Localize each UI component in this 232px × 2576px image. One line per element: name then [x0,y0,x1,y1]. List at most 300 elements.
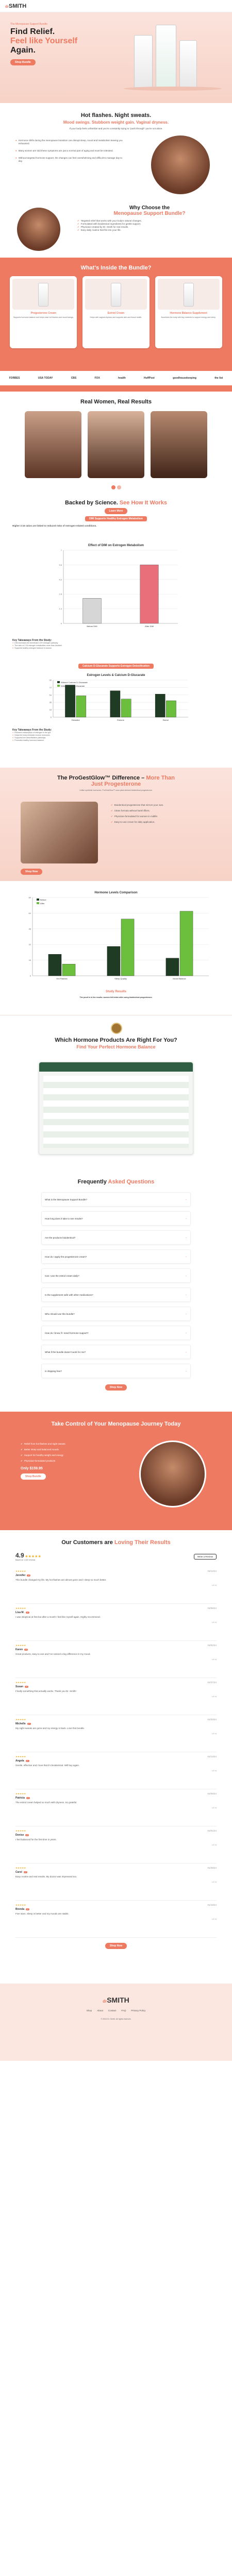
chevron-down-icon: ⌄ [185,1369,187,1372]
thumbs-up-icon[interactable]: 👍︎ [211,1658,214,1660]
verified-badge-icon: ✔ [26,1834,28,1836]
bar [166,701,176,717]
verified-badge-icon: ✔ [28,1723,30,1725]
review-item [15,1641,217,1678]
intro-bullet-text: Hormone shifts during the menopause transition can disrupt sleep, mood and metabolism leaving you exhausted. [18,139,123,145]
take-control-bullet [21,1443,119,1446]
reviewer-name: Jennifer [15,1574,26,1577]
y-tick-label: 2.8 [59,592,62,596]
bar [107,946,120,976]
bundle-card-desc: Helps with vaginal dryness and supports skin and tissue health. [90,316,142,318]
thumbs-down-icon[interactable]: 👎︎ [214,1880,217,1883]
reviews-shop-button[interactable]: Shop Now [105,1943,127,1949]
bundle-card[interactable] [10,276,77,348]
takeaway-item: ● Supports healthy estrogen balance in women. [12,647,53,649]
verified-badge-icon: ✔ [26,1686,27,1688]
rating-value: 4.9 [15,1552,24,1559]
intro-subtitle: Mood swings. Stubborn weight gain. Vaginal dryness. [63,120,169,125]
progest-bullet-text: Easy-to-use cream for daily application. [114,821,155,823]
reviewer-name: Angela [15,1759,24,1762]
footer [0,1984,232,2061]
thumbs-down-icon[interactable]: 👎︎ [214,1806,217,1809]
carousel-dots[interactable] [0,485,232,489]
progest-section [0,768,232,881]
bar [110,691,120,717]
bar [180,911,193,976]
footer-link[interactable]: Shop [86,2009,92,2012]
faq-item[interactable] [41,1287,191,1302]
press-logos [0,371,232,385]
takeaway-text: Promotes healthy hormone balance. [14,739,44,741]
review-item [15,1604,217,1641]
x-tick-label: Mood Balance [173,977,186,980]
y-tick-label: 36 [49,701,52,704]
review-text: This bundle changed my life. My hot flashes are almost gone and I sleep so much better. [15,1579,107,1581]
thumbs-up-icon[interactable]: 👍︎ [211,1806,214,1809]
study-chart-section [0,881,232,1015]
review-date: 02/20/24 [207,1718,217,1721]
y-tick-label: 0 [60,622,62,625]
review-date: 01/18/24 [207,1904,217,1906]
takeaways-title: Key Takeaways From the Study: [12,639,52,642]
review-item [15,1715,217,1752]
bar [121,919,134,976]
faq-question: What if the bundle doesn't work for me? [45,1350,86,1353]
bundle-card[interactable] [82,276,150,348]
inside-bundle-section [0,258,232,392]
review-text: Five stars. Sleep is better and my moods are stable. [15,1912,69,1915]
thumbs-down-icon[interactable]: 👎︎ [214,1621,217,1623]
inside-title: What's Inside the Bundle? [80,265,152,271]
takeaway-item: ● Reduces reabsorption of estrogen in the gut. [12,732,52,734]
which-subtitle: Find Your Perfect Hormone Balance [76,1044,156,1049]
review-stars-icon: ★★★★★ [15,1681,26,1684]
review-item [15,1567,217,1604]
check-icon: ✔ [111,815,113,818]
verified-badge-icon: ✔ [24,1871,26,1873]
legend-label: Before [40,899,46,901]
seal-icon [111,1023,122,1034]
progest-paragraph: Unlike synthetic hormones, ProGestGlow™ uses plant-derived bioidentical progesterone. [79,789,153,791]
faq-question: Can I use the estriol cream daily? [45,1274,79,1277]
footer-link[interactable]: Contact [108,2009,117,2012]
legend-swatch [37,899,39,901]
calcium-chart [39,671,193,726]
legend-swatch [37,902,39,904]
review-date: 01/25/24 [207,1867,217,1869]
review-stars-icon: ★★★★★ [15,1644,26,1647]
thumbs-up-icon[interactable]: 👍︎ [211,1621,214,1623]
progest-bullet [111,809,214,812]
reviewer-name: Susan [15,1685,24,1688]
review-text: The estriol cream helped so much with dryness. So grateful. [15,1801,77,1804]
thumbs-up-icon[interactable]: 👍︎ [211,1584,214,1586]
faq-question: Who should use this bundle? [45,1312,75,1315]
review-stars-icon: ★★★★★ [15,1792,26,1795]
review-text: Great products, easy to use and I've noticed a big difference in my mood. [15,1653,91,1655]
press-logo: FORBES [9,377,20,380]
review-item [15,1789,217,1826]
reviewer-name: Denise [15,1834,24,1837]
review-date: 02/01/24 [207,1829,217,1832]
bar [76,696,86,717]
hero-cta-button[interactable]: Shop Bundle [10,59,36,65]
y-tick-label: 5.6 [59,563,62,566]
which-products-section [0,1015,232,1170]
takeaway-item: ● Helps the body eliminate excess hormones. [12,734,51,736]
review-stars-icon: ★★★★★ [15,1867,26,1869]
reviewer-name: Michelle [15,1722,26,1725]
takeaway-text: The ratio of 2:16 estrogen metabolites more than doubled. [14,645,62,647]
review-stars-icon: ★★★★★ [15,1607,26,1609]
review-date: 02/27/24 [207,1681,217,1684]
hero-line3: Again. [10,46,36,55]
why-title: Why Choose the Menopause Support Bundle? [113,205,186,216]
logo-pre: dr [5,5,9,9]
x-tick-label: Estradiol [71,719,80,721]
calcium-takeaways [0,726,232,768]
take-control-bullet-text: Better sleep and balanced moods [24,1448,59,1451]
chevron-down-icon: ⌄ [185,1236,187,1239]
y-tick-label: 72 [49,686,52,689]
intro-bullet: ● Hormone shifts during the menopause transition can disrupt sleep, mood and metabolism leaving you exhausted. [15,139,124,145]
faq-item[interactable] [41,1211,191,1226]
takeaway-item: ● DIM increases the beneficial 2-OH estrogen pathway. [12,642,58,644]
faq-item[interactable] [41,1249,191,1264]
y-tick-label: 0 [29,974,31,977]
review-text: Gentle, effective and I love that it's bioidentical. Will buy again. [15,1764,80,1767]
faq-title: Frequently Asked Questions [77,1179,155,1185]
review-date: 03/12/24 [207,1570,217,1572]
intro-bullet: ● Many women are told these symptoms are just a normal part of aging and must be tolerated. [15,149,113,152]
bundle-card-desc: Supports hormone balance and helps ease hot flashes and mood swings. [13,316,74,318]
review-date: 02/14/24 [207,1755,217,1758]
progest-bullet [111,804,214,807]
learn-more-button[interactable]: Learn More [105,508,128,514]
check-icon: ✔ [111,821,113,823]
y-tick-label: 32 [28,943,31,946]
thumbs-up-icon[interactable]: 👍︎ [211,1732,214,1735]
press-logo: HuffPost [144,377,155,380]
logo-text: SMITH [9,3,27,9]
y-tick-label: 16 [28,959,31,962]
write-review-button[interactable]: Write a Review [194,1554,217,1560]
thumbs-up-icon[interactable]: 👍︎ [211,1918,214,1920]
bundle-card-desc: Nourishes the body with key nutrients to support energy and sleep. [161,316,216,318]
legend-label: With Calcium D-Glucarate [61,685,85,687]
intro-paragraph: If your body feels unfamiliar and you're constantly trying to "push through" you're not alone. [69,127,163,130]
testimonial-photo[interactable] [151,411,207,478]
intro-title: Hot flashes. Night sweats. [80,112,152,118]
hero [0,12,232,103]
testimonial-photo[interactable] [88,411,144,478]
verified-badge-icon: ✔ [26,1760,28,1762]
take-control-bullet [21,1448,119,1451]
testimonial-photo[interactable] [25,411,81,478]
chevron-down-icon: ⌄ [185,1255,187,1258]
bundle-card-name: Estriol Cream [107,312,125,315]
x-tick-label: Hot Flashes [56,977,68,980]
chevron-down-icon: ⌄ [185,1350,187,1353]
take-control-cta-button[interactable]: Shop Bundle [21,1473,46,1480]
take-control-bullet-text: Support for healthy weight and energy [24,1454,63,1456]
thumbs-up-icon[interactable]: 👍︎ [211,1769,214,1772]
footer-link[interactable]: FAQ [121,2009,126,2012]
review-text: I feel balanced for the first time in years. [15,1838,57,1841]
product-bundle-image [124,20,222,97]
take-control-bullet-text: Physician-formulated products [24,1460,56,1462]
science-section [0,500,232,726]
legend-label: After [40,902,45,905]
footer-logo[interactable] [0,1996,232,2004]
footer-copyright: © 2024 Dr. Smith. All rights reserved. [101,2018,131,2020]
woman-photo [15,206,62,252]
press-logo: CBS [71,377,77,380]
chart-title: Effect of DIM on Estrogen Metabolism [88,544,144,547]
x-tick-label: Sleep Quality [114,977,127,980]
faq-item[interactable] [41,1307,191,1321]
dim-subtitle: DIM Supports Healthy Estrogen Metabolism [85,516,147,521]
verified-badge-icon: ✔ [25,1649,27,1651]
review-date: 02/09/24 [207,1792,217,1795]
x-tick-label: Estrone [117,719,124,721]
thumbs-down-icon[interactable]: 👎︎ [214,1732,217,1735]
thumbs-down-icon[interactable]: 👎︎ [214,1843,217,1846]
take-control-bullet-text: Relief from hot flashes and night sweats [24,1443,65,1445]
x-tick-label: Estriol [162,719,169,721]
review-stars-icon: ★★★★★ [15,1755,26,1758]
footer-link[interactable]: Privacy Policy [131,2009,146,2012]
bar [140,565,159,623]
legend-label: Without Calcium D-Glucarate [61,681,88,684]
faq-question: Is shipping free? [45,1369,62,1372]
takeaway-text: Supports healthy estrogen balance in women. [14,647,53,649]
study-label: Study Results [105,990,126,993]
reviewer-name: Patricia [15,1797,25,1800]
intro-bullet: ● Without targeted hormone support, the changes can feel overwhelming and difficult to manage day to day. [15,157,124,163]
review-date: 03/08/24 [207,1607,217,1609]
reviews-title: Our Customers are Loving Their Results [61,1539,171,1546]
takeaway-text: Helps the body eliminate excess hormones. [14,734,51,736]
bar [166,958,179,976]
intro-bullet-text: Without targeted hormone support, the changes can feel overwhelming and difficult to manage day to day. [18,157,123,162]
science-title: Backed by Science. See How It Works [65,500,167,506]
chart-title: Estrogen Levels & Calcium D-Glucarate [87,674,145,677]
legend-swatch [57,685,60,687]
press-logo: the list [214,377,223,380]
bar [155,694,165,717]
progest-bullet-text: Bioidentical progesterone that mirrors your own. [114,804,164,806]
faq-section [0,1170,232,1412]
faq-item[interactable] [41,1364,191,1378]
progest-bullet [111,821,214,824]
bar [83,598,102,623]
takeaway-item: ● Promotes healthy hormone balance. [12,739,44,741]
footer-logo-text: SMITH [107,1996,129,2004]
y-tick-label: 18 [49,708,52,711]
y-tick-label: 0 [50,716,52,719]
hero-line2: Feel like Yourself [10,37,78,45]
rating-stars-icon: ★★★★★ [25,1555,41,1558]
review-item [15,1901,217,1938]
press-logo: health [118,377,126,380]
take-control-bullet [21,1454,119,1457]
reviewer-name: Brenda [15,1908,25,1911]
check-icon: ✔ [111,809,113,812]
reviewer-name: Karen [15,1648,23,1651]
check-icon: ✔ [77,226,79,228]
calcium-title: Calcium D-Glucarate Supports Estrogen Detoxification [78,664,154,669]
y-tick-label: 64 [28,911,31,914]
check-icon: ✔ [111,804,113,806]
review-text: Easy routine and real results. My doctor was impressed too. [15,1875,77,1878]
thumbs-down-icon[interactable]: 👎︎ [214,1918,217,1920]
dim-chart [49,541,183,634]
woman-photo [139,1440,206,1507]
progest-shop-button[interactable]: Shop Now [21,869,42,875]
chart-title: Hormone Levels Comparison [94,891,138,894]
real-women-section [0,392,232,500]
review-stars-icon: ★★★★★ [15,1904,26,1906]
faq-shop-button[interactable]: Shop Now [105,1384,127,1391]
take-control-title: Take Control of Your Menopause Journey Today [51,1421,181,1427]
progest-bullet-text: Clean formula without harsh fillers. [114,809,150,812]
thumbs-down-icon[interactable]: 👎︎ [214,1695,217,1698]
check-icon: ✔ [77,229,79,231]
logo[interactable] [5,3,26,9]
legend-swatch [57,681,60,683]
bar [62,964,75,976]
verified-badge-icon: ✔ [27,1908,29,1910]
faq-question: What is the Menopause Support Bundle? [45,1198,88,1201]
thumbs-down-icon[interactable]: 👎︎ [214,1658,217,1660]
faq-item[interactable] [41,1345,191,1359]
progest-bullet [111,815,214,818]
faq-question: How do I know if I need hormone support? [45,1331,89,1334]
chevron-down-icon: ⌄ [185,1293,187,1296]
thumbs-up-icon[interactable]: 👍︎ [211,1695,214,1698]
bundle-card-name: Progesterone Cream [30,312,56,315]
study-note: The proof is in the results: women felt better after using bioidentical progesterone. [79,996,153,998]
study-chart [18,888,214,986]
y-tick-label: 54 [49,693,52,697]
review-stars-icon: ★★★★★ [15,1718,26,1721]
rating-count: Based on 1,322 reviews [15,1559,36,1561]
why-item-text: Easy daily routine that fits into your life. [80,229,121,231]
dim-paragraph: Higher 2:16 ratios are linked to reduced risks of estrogen-related conditions. [12,524,97,527]
review-item [15,1826,217,1863]
why-item-text: Targeted relief that works with your body's natural changes. [80,219,142,222]
faq-item[interactable] [41,1268,191,1283]
takeaway-item: ● Supports liver detoxification pathways. [12,737,46,739]
intro-section [0,103,232,258]
chevron-down-icon: ⌄ [185,1217,187,1219]
woman-photo [150,134,211,196]
review-text: I was skeptical at first but after a month I feel like myself again. Highly recommend. [15,1616,101,1618]
review-text: Finally something that actually works. Thank you Dr. Smith! [15,1690,76,1692]
x-tick-label: After DIM [145,625,154,628]
review-text: My night sweats are gone and my energy is back. Love this bundle. [15,1727,85,1730]
review-item [15,1678,217,1715]
thumbs-down-icon[interactable]: 👎︎ [214,1769,217,1772]
why-item [77,229,222,232]
takeaways-title: Key Takeaways From the Study: [12,728,52,732]
faq-question: How long does it take to see results? [45,1217,83,1220]
press-logo: USA TODAY [38,377,53,380]
progest-photo [21,802,98,863]
footer-link[interactable]: About [97,2009,103,2012]
bundle-price: Only $159.95 [21,1467,43,1470]
check-icon: ✔ [21,1460,23,1462]
reviews-section [0,1530,232,1984]
bundle-card-name: Hormone Balance Supplement [170,312,207,315]
chevron-down-icon: ⌄ [185,1198,187,1200]
faq-item[interactable] [41,1230,191,1245]
take-control-section [0,1412,232,1530]
why-item-text: Physician-created by Dr. Smith for real results. [80,226,129,228]
takeaway-item: ● The ratio of 2:16 estrogen metabolites more than doubled. [12,645,62,647]
why-item-text: Formulated with bioidentical ingredients for gentle support. [80,223,141,225]
verified-badge-icon: ✔ [27,1797,29,1799]
check-icon: ✔ [21,1443,23,1445]
hero-eyebrow: The Menopause Support Bundle [10,23,47,26]
y-tick-label: 1.4 [59,607,62,611]
bundle-card[interactable] [155,276,222,348]
y-tick-label: 4.2 [59,578,62,581]
which-title: Which Hormone Products Are Right For You? [55,1037,177,1043]
y-tick-label: 48 [28,927,31,930]
verified-badge-icon: ✔ [26,1612,28,1614]
reviewer-name: Carol [15,1871,22,1874]
hero-line1: Find Relief. [10,27,55,36]
review-date: 03/02/24 [207,1644,217,1647]
takeaway-text: Supports liver detoxification pathways. [14,737,46,739]
review-item [15,1752,217,1789]
chevron-down-icon: ⌄ [185,1312,187,1315]
thumbs-up-icon[interactable]: 👍︎ [211,1880,214,1883]
bar [48,954,61,976]
press-logo: FOX [94,377,100,380]
footer-logo-pre: dr [103,1999,107,2004]
y-tick-label: 80 [28,896,31,899]
y-tick-label: 7 [60,549,62,552]
chevron-down-icon: ⌄ [185,1274,187,1277]
faq-question: Is the supplement safe with other medications? [45,1293,93,1296]
intro-bullet-text: Many women are told these symptoms are just a normal part of aging and must be tolerated. [18,149,113,152]
faq-question: How do I apply the progesterone cream? [45,1255,87,1258]
progest-bullet-text: Physician-formulated for women in midlife. [114,815,158,818]
chevron-down-icon: ⌄ [185,1331,187,1334]
review-item [15,1863,217,1901]
y-tick-label: 90 [49,679,52,682]
real-women-title: Real Women, Real Results [80,399,152,405]
review-stars-icon: ★★★★★ [15,1829,26,1832]
top-nav [0,0,232,12]
take-control-bullet [21,1460,119,1463]
takeaway-text: Reduces reabsorption of estrogen in the gut. [14,732,52,734]
takeaway-text: DIM increases the beneficial 2-OH estrogen pathway. [14,642,58,644]
check-icon: ✔ [21,1448,23,1451]
progest-title: The ProGestGlow™ Difference – More Than Just Progesterone [57,775,175,787]
check-icon: ✔ [77,219,79,222]
faq-item[interactable] [41,1192,191,1207]
thumbs-down-icon[interactable]: 👎︎ [214,1584,217,1586]
faq-item[interactable] [41,1326,191,1340]
comparison-table [39,1062,193,1155]
x-tick-label: Before DIM [87,625,97,628]
thumbs-up-icon[interactable]: 👍︎ [211,1843,214,1846]
faq-question: Are the products bioidentical? [45,1236,76,1239]
